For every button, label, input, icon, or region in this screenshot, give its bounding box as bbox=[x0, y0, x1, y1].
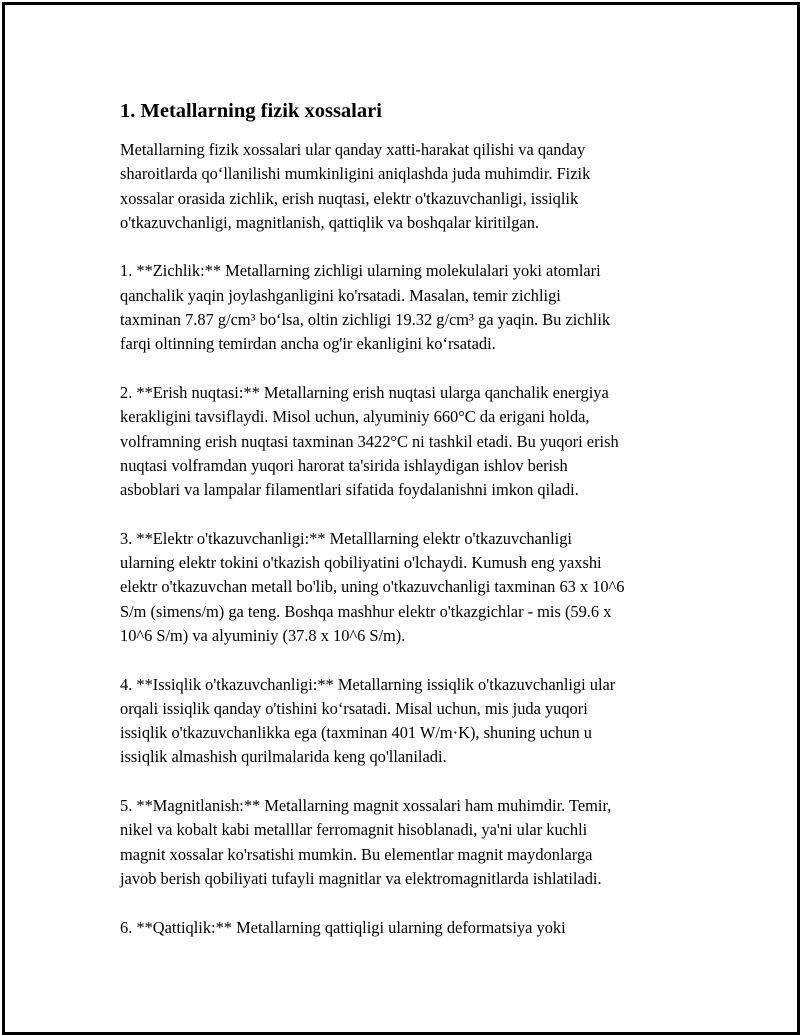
electrical-conductivity-paragraph: 3. **Elektr o'tkazuvchanligi:** Metalllarning elektr o'tkazuvchanligi ularning elektr tokini o'tkazish qobiliyatini o'lchaydi. Kumush eng yaxshi elektr o'tkazuvchan metall bo'lib, uning o'tkazuvchanligi taxminan 63 x 10^6 S/m (simens/m) ga teng. Boshqa mashhur elektr o'tkazgichlar - mis (59.6 x 10^6 S/m) va alyuminiy (37.8 x 10^6 S/m). bbox=[120, 528, 625, 645]
density-paragraph: 1. **Zichlik:** Metallarning zichligi ularning molekulalari yoki atomlari qanchalik yaqin joylashganligini ko'rsatadi. Masalan, temir zichligi taxminan 7.87 g/cm³ bo‘lsa, oltin zichligi 19.32 g/cm³ ga yaqin. Bu zichlik farqi oltinning temirdan ancha og'ir ekanligini ko‘rsatadi. bbox=[120, 261, 611, 354]
hardness-paragraph: 6. **Qattiqlik:** Metallarning qattiqligi ularning deformatsiya yoki bbox=[120, 917, 566, 937]
section-title: 1. Metallarning fizik xossalari bbox=[120, 100, 382, 122]
intro-paragraph: Metallarning fizik xossalari ular qanday xatti-harakat qilishi va qanday sharoitlarda qo‘llanilishi mumkinligini aniqlashda juda muhimdir. Fizik xossalar orasida zichlik, erish nuqtasi, elektr o'tkazuvchanligi, issiqlik o'tkazuvchanligi, magnitlanish, qattiqlik va boshqalar kiritilgan. bbox=[120, 140, 591, 232]
thermal-conductivity-paragraph: 4. **Issiqlik o'tkazuvchanligi:** Metallarning issiqlik o'tkazuvchanligi ular orqali issiqlik qanday o'tishini ko‘rsatadi. Misal uchun, mis juda yuqori issiqlik o'tkazuvchanlikka ega (taxminan 401 W/m·K), shuning uchun u issiqlik almashish qurilmalarida keng qo'llaniladi. bbox=[120, 674, 616, 767]
melting-point-paragraph: 2. **Erish nuqtasi:** Metallarning erish nuqtasi ularga qanchalik energiya kerakligini tavsiflaydi. Misol uchun, alyuminiy 660°C da erigani holda, volframning erish nuqtasi taxminan 3422°C ni tashkil etadi. Bu yuqori erish nuqtasi volframdan yuqori harorat ta'sirida ishlaydigan ishlov berish asboblari va lampalar filamentlari sifatida foydalanishni imkon qiladi. bbox=[120, 382, 619, 500]
page-frame bbox=[2, 2, 800, 1035]
document-body bbox=[120, 97, 705, 964]
magnetism-paragraph: 5. **Magnitlanish:** Metallarning magnit xossalari ham muhimdir. Temir, nikel va kobalt kabi metalllar ferromagnit hisoblanadi, ya'ni ular kuchli magnit xossalar ko'rsatishi mumkin. Bu elementlar magnit maydonlarga javob berish qobiliyati tufayli magnitlar va elektromagnitlarda ishlatiladi. bbox=[120, 796, 612, 888]
